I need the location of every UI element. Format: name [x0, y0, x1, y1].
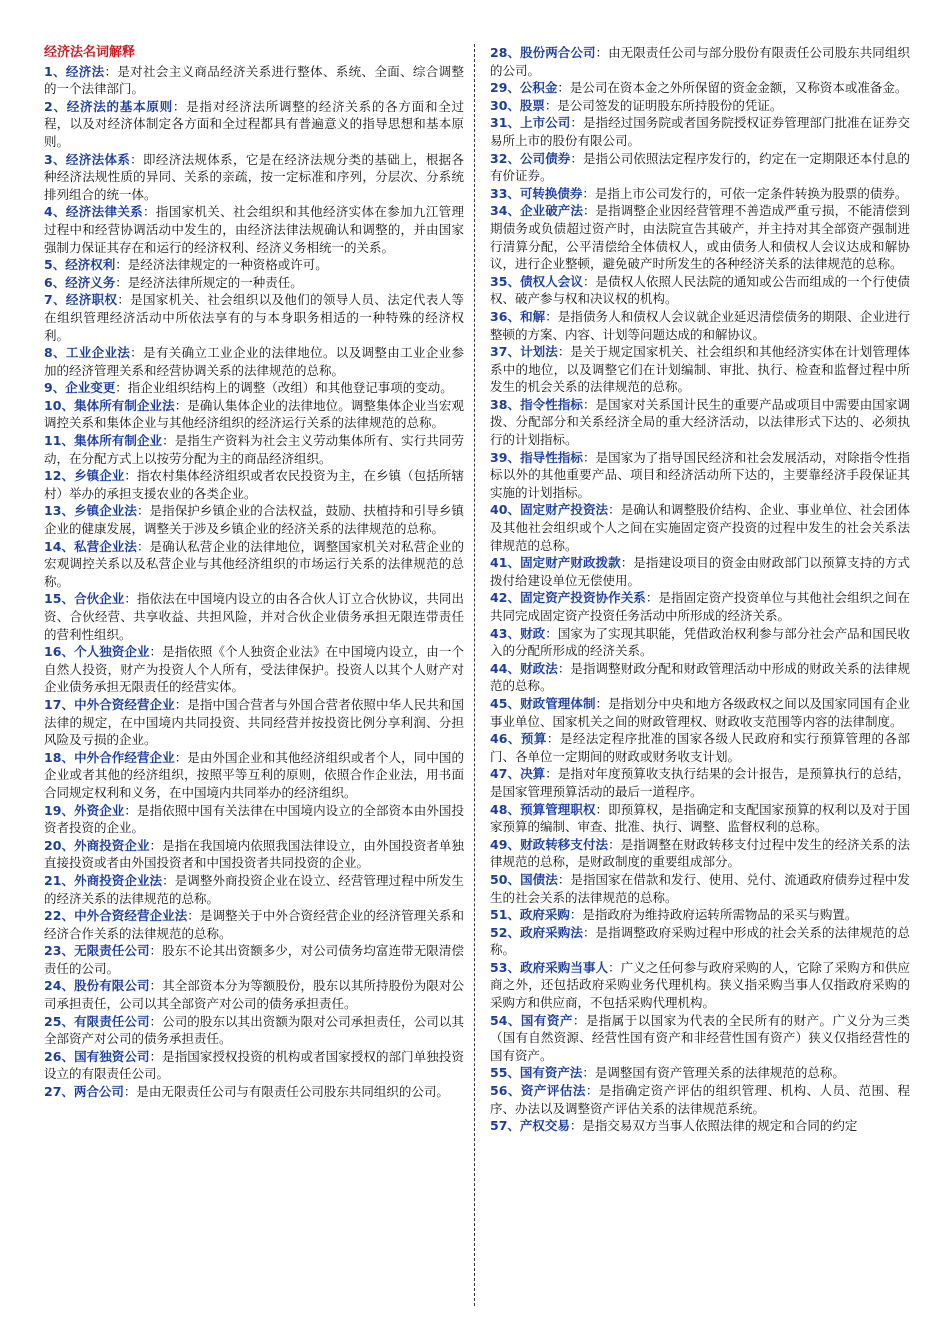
entry-number: 14、	[44, 538, 75, 554]
entry-number: 55、	[490, 1065, 520, 1081]
entry-term: 指导性指标	[520, 449, 583, 465]
entry-term: 国有资产	[520, 1012, 573, 1028]
entry-number: 13、	[44, 503, 75, 519]
definition-entry	[44, 837, 464, 872]
entry-number: 9、	[44, 380, 66, 396]
entry-number: 19、	[44, 802, 75, 818]
definition-entry	[44, 63, 464, 98]
definition-entry	[490, 906, 910, 924]
entry-term: 产权交易	[519, 1118, 570, 1134]
entry-term: 和解	[520, 308, 546, 324]
entry-definition: ：指国家机关、社会组织和其他经济实体在参加九江管理过程中和经营协调活动中发生的，由经济法律法规确认和调整的，并由国家强制力保证其存在和运行的经济权利、经济义务相统一的关系。	[44, 204, 464, 255]
entry-definition: ：是指在我国境内依照我国法律设立，由外国投资者单独直接投资或者由外国投资者和中国投资者共同投资的企业。	[44, 837, 464, 871]
entry-term: 私营企业法	[74, 538, 137, 554]
entry-number: 35、	[490, 273, 521, 289]
entry-number: 39、	[490, 449, 521, 465]
entry-term: 中外合资经营企业	[74, 696, 175, 712]
definition-entry	[490, 308, 910, 343]
definition-entry	[44, 907, 464, 942]
entry-term: 固定财产投资法	[520, 502, 609, 518]
definition-entry	[44, 749, 464, 802]
definition-entry	[490, 343, 910, 396]
definition-entry	[490, 44, 910, 79]
entry-number: 18、	[44, 749, 75, 765]
entry-definition: ：是指固定资产投资单位与其他社会组织之间在共同完成固定资产投资任务活动中所形成的经济关系。	[490, 590, 910, 623]
definition-entry	[44, 977, 464, 1012]
definition-entry	[490, 589, 910, 624]
definition-entry	[490, 501, 910, 554]
entry-term: 国有独资公司	[74, 1048, 150, 1064]
entry-number: 42、	[490, 590, 521, 606]
entry-definition: ：是指调整财政分配和财政管理活动中形成的财政关系的法律规范的总称。	[490, 660, 910, 694]
entry-number: 6、	[44, 274, 66, 290]
entry-number: 45、	[490, 695, 521, 711]
entry-definition: ：国家为了实现其职能，凭借政治权利参与部分社会产品和国民收入的分配所形成的经济关系。	[490, 625, 910, 659]
entry-term: 指令性指标	[520, 396, 583, 412]
entry-definition: ：是指调整在财政转移支付过程中发生的经济关系的法律规范的总称，是财政制度的重要组成部分。	[490, 836, 910, 870]
entry-definition: ：是指交易双方当事人依照法律的规定和合同的约定	[569, 1118, 858, 1134]
entry-term: 公积金	[519, 80, 558, 96]
entry-definition: ：指企业组织结构上的调整（改组）和其他登记事项的变动。	[115, 380, 453, 396]
entry-number: 28、	[490, 45, 521, 60]
entry-term: 政府采购当事人	[520, 959, 609, 975]
definition-entry	[490, 1082, 910, 1117]
entry-number: 46、	[490, 731, 521, 747]
entry-number: 54、	[490, 1012, 521, 1028]
definition-entry	[490, 1117, 910, 1135]
entry-definition: ：是调整关于中外合资经营企业的经济管理关系和经济合作关系的法律规范的总称。	[44, 908, 464, 941]
definition-entry	[44, 467, 464, 502]
entry-number: 41、	[490, 555, 521, 571]
entry-term: 乡镇企业	[74, 468, 125, 484]
entry-term: 债权人会议	[520, 273, 583, 289]
entry-definition: ：是指划分中央和地方各级政权之间以及国家同国有企业事业单位、国家机关之间的财政管理权、财政收支范围等内容的法律制度。	[490, 695, 910, 729]
definition-entry	[490, 150, 910, 185]
entry-number: 38、	[490, 396, 521, 412]
entry-term: 经济法体系	[65, 151, 131, 167]
entry-definition: ：指依法在中国境内设立的由各合伙人订立合伙协议，共同出资、合伙经营、共享收益、共担风险，并对合伙企业债务承担无限连带责任的营利性组织。	[44, 591, 464, 642]
definition-entry	[490, 625, 910, 660]
entry-number: 20、	[44, 837, 75, 853]
definition-entry	[490, 959, 910, 1012]
entry-definition: ：是由外国企业和其他经济组织或者个人，同中国的企业或者其他的经济组织，按照平等互利的原则，依照合作企业法，用书面合同规定权利和义务，在中国境内共同举办的经济组织。	[44, 749, 464, 800]
entry-term: 决算	[520, 766, 546, 782]
definition-entry	[44, 802, 464, 837]
entry-definition: ：是由无限责任公司与有限责任公司股东共同组织的公司。	[123, 1084, 449, 1100]
entry-number: 31、	[490, 115, 521, 131]
entry-number: 33、	[490, 185, 520, 201]
definition-entry	[490, 765, 910, 800]
entry-number: 26、	[44, 1048, 75, 1064]
entry-term: 财政	[520, 625, 546, 641]
definition-entry	[44, 643, 464, 696]
entry-term: 合伙企业	[74, 591, 125, 607]
right-entry-list	[490, 44, 910, 1135]
entry-number: 34、	[490, 203, 521, 219]
definition-entry	[44, 432, 464, 467]
entry-term: 经济职权	[65, 292, 118, 308]
entry-number: 21、	[44, 872, 75, 888]
definition-entry	[490, 202, 910, 272]
entry-term: 经济义务	[65, 274, 116, 290]
entry-definition: ：是公司签发的证明股东所持股份的凭证。	[544, 97, 783, 113]
entry-number: 10、	[44, 397, 75, 413]
entry-definition: ：是国家为了指导国民经济和社会发展活动，对除指令性指标以外的其他重要产品、项目和经济活动所下达的，主要靠经济手段保证其实施的计划指标。	[490, 449, 910, 500]
definition-entry	[44, 696, 464, 749]
entry-definition: ：是对社会主义商品经济关系进行整体、系统、全面、综合调整的一个法律部门。	[44, 63, 464, 97]
entry-number: 57、	[490, 1118, 520, 1134]
entry-term: 预算	[520, 731, 547, 747]
entry-definition: ：是经济法律所规定的一种责任。	[115, 274, 303, 290]
definition-entry	[490, 730, 910, 765]
entry-definition: ：是指确定资产评估的组织管理、机构、人员、范围、程序、办法以及调整资产评估关系的法律规范系统。	[490, 1083, 910, 1116]
entry-term: 个人独资企业	[74, 644, 150, 660]
entry-term: 经济法的基本原则	[66, 98, 173, 114]
entry-definition: ：是指上市公司发行的，可依一定条件转换为股票的债券。	[582, 185, 908, 201]
left-column	[44, 44, 464, 1101]
entry-definition: ：是确认和调整股价结构、企业、事业单位、社会团体及其他社会组织或个人之间在实施固定资产投资的过程中发生的社会关系法律规范的总称。	[490, 502, 910, 553]
left-entry-list	[44, 63, 464, 1101]
entry-term: 财政管理体制	[520, 695, 596, 711]
entry-number: 44、	[490, 660, 521, 676]
entry-term: 外商投资企业法	[74, 872, 163, 888]
definition-entry	[490, 114, 910, 149]
definition-entry	[44, 397, 464, 432]
entry-number: 37、	[490, 344, 521, 360]
entry-number: 48、	[490, 801, 521, 817]
entry-definition: ：是指调整企业因经营管理不善造成严重亏损，不能清偿到期债务或负债超过资产时，由法院宣告其破产，并主持对其全部资产强制进行清算分配，公平清偿给全体债权人，或由债务人和债权人会议达成和解协议，进行企业整顿，避免破产时所发生的各种经济关系的法律规范的总称。	[490, 203, 910, 272]
entry-definition: ：是指建设项目的资金由财政部门以预算支持的方式拨付给建设单位无偿使用。	[490, 555, 910, 588]
definition-entry	[490, 79, 910, 97]
entry-number: 11、	[44, 433, 75, 449]
definition-entry	[44, 1048, 464, 1083]
entry-term: 两合公司	[73, 1084, 124, 1100]
entry-term: 无限责任公司	[74, 943, 150, 959]
entry-number: 5、	[44, 257, 66, 273]
entry-term: 有限责任公司	[74, 1013, 150, 1029]
entry-definition: ：是指债务人和债权人会议就企业延迟清偿债务的期限、企业进行整顿的方案、内容、计划等问题达成的和解协议。	[490, 308, 910, 342]
entry-term: 股份两合公司	[520, 45, 596, 60]
entry-number: 49、	[490, 836, 521, 852]
entry-definition: ：广义之任何参与政府采购的人，它除了采购方和供应商之外，还包括政府采购业务代理机构。狭义指采购当事人仅指政府采购的采购方和供应商，不包括采购代理机构。	[490, 959, 910, 1011]
document-title: 经济法名词解释	[44, 45, 136, 60]
entry-term: 固定资产投资协作关系	[520, 590, 646, 606]
definition-entry	[44, 942, 464, 977]
entry-number: 32、	[490, 150, 521, 166]
definition-entry	[44, 344, 464, 379]
entry-definition: ：是指国家授权投资的机构或者国家授权的部门单独投资设立的有限责任公司。	[44, 1048, 464, 1082]
definition-entry	[490, 449, 910, 502]
definition-entry	[490, 396, 910, 449]
entry-term: 固定财产财政拨款	[520, 555, 621, 571]
entry-term: 股票	[519, 97, 545, 113]
entry-term: 计划法	[520, 344, 558, 360]
entry-term: 工业企业法	[65, 345, 131, 361]
entry-number: 8、	[44, 345, 66, 361]
entry-number: 30、	[490, 97, 520, 113]
definition-entry	[44, 274, 464, 292]
entry-term: 财政转移支付法	[520, 836, 609, 852]
definition-entry	[44, 1083, 464, 1101]
entry-definition: ：即经济法规体系，它是在经济法规分类的基础上，根据各种经济法规性质的异同、关系的亲疏，按一定标准和序列，分层次、分系统排列组合的统一体。	[44, 151, 464, 202]
entry-definition: ：是指依照中国有关法律在中国境内设立的全部资本由外国投资者投资的企业。	[44, 802, 464, 836]
entry-number: 4、	[44, 204, 66, 220]
entry-number: 36、	[490, 308, 521, 324]
entry-definition: ：是调整国有资产管理关系的法律规范的总称。	[582, 1065, 845, 1081]
entry-definition: ：是指政府为维持政府运转所需物品的采买与购置。	[569, 907, 858, 923]
entry-term: 国有资产法	[519, 1065, 583, 1081]
entry-definition: ：由无限责任公司与部分股份有限责任公司股东共同组织的公司。	[490, 45, 910, 78]
entry-definition: ：是指经过国务院或者国务院授权证券管理部门批准在证券交易所上市的股份有限公司。	[490, 115, 910, 148]
entry-definition: ：是国家对关系国计民生的重要产品或项目中需要由国家调拨、分配部分和关系经济全局的重大经济活动，以法律形式下达的、必须执行的计划指标。	[490, 396, 910, 448]
entry-definition: ：是国家机关、社会组织以及他们的领导人员、法定代表人等在组织管理经济活动中所依法享有的与本身职务相适的一种特殊的经济权利。	[44, 292, 464, 343]
definition-entry	[44, 291, 464, 344]
entry-term: 政府采购法	[520, 924, 583, 940]
definition-entry	[44, 151, 464, 204]
entry-term: 政府采购	[519, 907, 570, 923]
entry-definition: ：是有关确立工业企业的法律地位。以及调整由工业企业参加的经济管理关系和经营协调关系的法律规范的总称。	[44, 345, 464, 378]
entry-term: 财政法	[520, 660, 558, 676]
entry-definition: ：其全部资本分为等额股份，股东以其所持股份为限对公司承担责任，公司以其全部资产对公司的债务承担责任。	[44, 978, 464, 1012]
entry-number: 15、	[44, 591, 75, 607]
entry-definition: ：是经济法律规定的一种资格或许可。	[115, 257, 328, 273]
entry-term: 股份有限公司	[74, 978, 150, 994]
entry-number: 51、	[490, 907, 520, 923]
entry-number: 22、	[44, 908, 75, 924]
entry-definition: ：是指中国合营者与外国合营者依照中华人民共和国法律的规定，在中国境内共同投资、共同经营并按投资比例分享利润、分担风险及亏损的企业。	[44, 696, 464, 748]
entry-number: 3、	[44, 151, 66, 167]
definition-entry	[490, 924, 910, 959]
entry-number: 27、	[44, 1084, 74, 1100]
definition-entry	[490, 273, 910, 308]
entry-number: 2、	[44, 98, 67, 114]
entry-number: 1、	[44, 63, 66, 79]
entry-definition: ：即预算权，是指确定和支配国家预算的权利以及对于国家预算的编制、审查、批准、执行、调整、监督权利的总称。	[490, 801, 910, 835]
definition-entry	[490, 1064, 910, 1082]
entry-number: 43、	[490, 625, 521, 641]
definition-entry	[490, 836, 910, 871]
definition-entry	[44, 502, 464, 537]
entry-term: 可转换债券	[519, 185, 583, 201]
entry-term: 集体所有制企业法	[74, 397, 175, 413]
definition-entry	[490, 1012, 910, 1065]
entry-term: 中外合作经营企业	[74, 749, 175, 765]
entry-definition: ：是经法定程序批准的国家各级人民政府和实行预算管理的各部门、各单位一定期间的财政或财务收支计划。	[490, 731, 910, 764]
entry-definition: ：是指对经济法所调整的经济关系的各方面和全过程，以及对经济体制定各方面和全过程都具有普遍意义的指导思想和基本原则。	[44, 98, 464, 149]
entry-term: 乡镇企业法	[74, 503, 137, 519]
entry-term: 集体所有制企业	[74, 433, 163, 449]
definition-entry	[490, 97, 910, 115]
entry-number: 23、	[44, 943, 75, 959]
entry-definition: ：是指调整政府采购过程中形成的社会关系的法律规范的总称。	[490, 924, 910, 958]
entry-number: 56、	[490, 1083, 521, 1099]
entry-number: 24、	[44, 978, 75, 994]
definition-entry	[44, 538, 464, 591]
entry-number: 12、	[44, 468, 75, 484]
entry-number: 29、	[490, 80, 520, 96]
entry-number: 40、	[490, 502, 521, 518]
entry-definition: ：是确认集体企业的法律地位。调整集体企业当宏观调控关系和集体企业与其他经济组织的经济运行关系的法律规范的总称。	[44, 397, 464, 431]
definition-entry	[44, 256, 464, 274]
entry-definition: ：股东不论其出资额多少，对公司债务均富连带无限清偿责任的公司。	[44, 943, 464, 976]
entry-definition: ：是调整外商投资企业在设立、经营管理过程中所发生的经济关系的法律规范的总称。	[44, 872, 464, 906]
entry-term: 经济权利	[65, 257, 116, 273]
entry-number: 52、	[490, 924, 521, 940]
entry-definition: ：是指对年度预算收支执行结果的会计报告，是预算执行的总结，是国家管理预算活动的最后一道程序。	[490, 766, 910, 799]
entry-definition: ：是指属于以国家为代表的全民所有的财产。广义分为三类（国有自然资源、经营性国有资产和非经营性国有资产）狭义仅指经营性的国有资产。	[490, 1012, 910, 1063]
entry-number: 50、	[490, 871, 521, 887]
definition-entry	[44, 379, 464, 397]
entry-number: 25、	[44, 1013, 75, 1029]
entry-number: 16、	[44, 644, 75, 660]
entry-definition: ：是确认私营企业的法律地位，调整国家机关对私营企业的宏观调控关系以及私营企业与其他经济组织的市场运行关系的法律规范的总称。	[44, 538, 464, 589]
definition-entry	[44, 98, 464, 151]
entry-number: 47、	[490, 766, 521, 782]
entry-term: 经济法律关系	[65, 204, 144, 220]
entry-definition: ：是指依照《个人独资企业法》在中国境内设立，由一个自然人投资，财产为投资人个人所有，受法律保护。投资人以其个人财产对企业债务承担无限责任的经营实体。	[44, 644, 464, 695]
entry-definition: ：是指生产资料为社会主义劳动集体所有、实行共同劳动，在分配方式上以按劳分配为主的商品经济组织。	[44, 433, 464, 466]
definition-entry	[44, 872, 464, 907]
entry-term: 资产评估法	[520, 1083, 586, 1099]
entry-definition: ：是债权人依照人民法院的通知或公告而组成的一个行使债权、破产参与权和决议权的机构。	[490, 273, 910, 307]
entry-term: 企业破产法	[520, 203, 583, 219]
definition-entry	[490, 695, 910, 730]
entry-term: 企业变更	[65, 380, 116, 396]
definition-entry	[490, 554, 910, 589]
definition-entry	[490, 871, 910, 906]
column-divider	[474, 44, 475, 1306]
definition-entry	[44, 203, 464, 256]
entry-definition: ：公司的股东以其出资额为限对公司承担责任，公司以其全部资产对公司的债务承担责任。	[44, 1013, 464, 1047]
definition-entry	[490, 660, 910, 695]
definition-entry	[44, 1013, 464, 1048]
entry-term: 中外合资经营企业法	[74, 908, 188, 924]
entry-definition: ：是公司在资本金之外所保留的资金金额，又称资本或准备金。	[557, 80, 908, 96]
definition-entry	[490, 801, 910, 836]
entry-definition: ：是关于规定国家机关、社会组织和其他经济实体在计划管理体系中的地位，以及调整它们在计划编制、审批、执行、检查和监督过程中所发生的机会关系的法律规范的总称。	[490, 344, 910, 395]
entry-definition: ：是指保护乡镇企业的合法权益，鼓励、扶植持和引导乡镇企业的健康发展，调整关于涉及乡镇企业的经济关系的法律规范的总称。	[44, 503, 464, 537]
entry-term: 公司债券	[520, 150, 571, 166]
right-column	[490, 44, 910, 1135]
entry-definition: ：是指国家在借款和发行、使用、兑付、流通政府债券过程中发生的社会关系的法律规范的总称。	[490, 871, 910, 905]
definition-entry	[490, 185, 910, 203]
definition-entry	[44, 590, 464, 643]
entry-definition: ：是指公司依照法定程序发行的，约定在一定期限还本付息的有价证券。	[490, 150, 910, 184]
entry-term: 经济法	[65, 63, 105, 79]
entry-term: 上市公司	[520, 115, 571, 131]
entry-number: 7、	[44, 292, 66, 308]
entry-term: 国债法	[520, 871, 558, 887]
entry-definition: ：指农村集体经济组织或者农民投资为主，在乡镇（包括所辖村）举办的承担支援农业的各类企业。	[44, 468, 464, 501]
entry-number: 53、	[490, 959, 521, 975]
entry-term: 外资企业	[74, 802, 125, 818]
entry-number: 17、	[44, 696, 75, 712]
entry-term: 外商投资企业	[74, 837, 150, 853]
entry-term: 预算管理职权	[520, 801, 596, 817]
